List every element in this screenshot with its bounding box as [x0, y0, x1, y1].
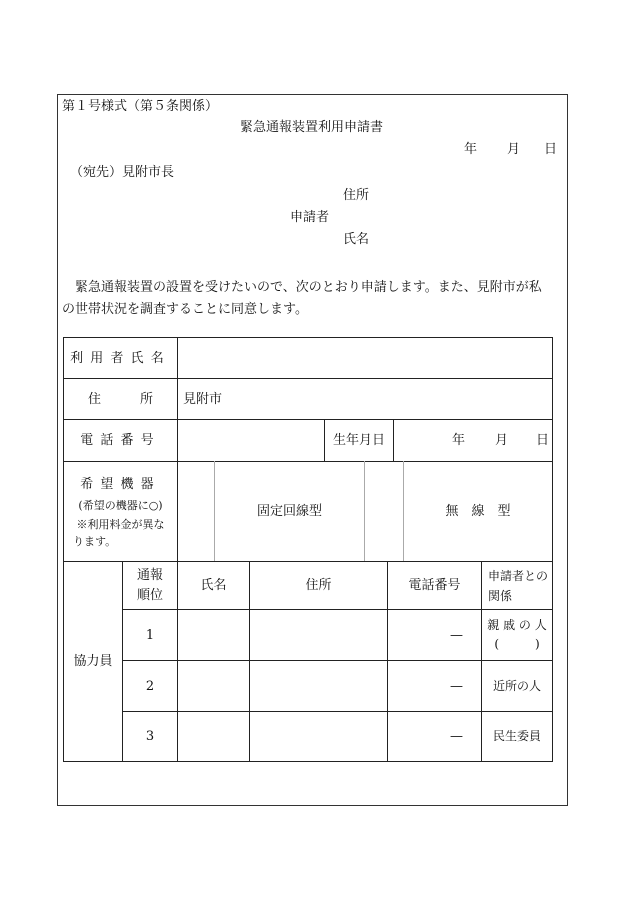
- phone-label: 電話番号: [80, 433, 161, 448]
- cooperators-label: 協力員: [73, 654, 113, 669]
- cooperator-address-2[interactable]: [250, 661, 387, 711]
- form-title: 緊急通報装置利用申請書: [240, 120, 384, 135]
- cooperator-phone-1[interactable]: —: [450, 627, 463, 643]
- table-border-right: [552, 337, 553, 762]
- birth-day: 日: [536, 433, 550, 448]
- col-line: [393, 419, 394, 461]
- order-header-line-1: 通報: [136, 567, 163, 583]
- cooperator-address-3[interactable]: [250, 712, 387, 761]
- user-name-field[interactable]: [178, 338, 552, 378]
- device-label-cell: [64, 462, 177, 561]
- relation-header: [482, 562, 552, 609]
- device-note-3: ります。: [73, 534, 117, 548]
- relation-header-line-1: 申請者との: [488, 568, 549, 583]
- relation-1: [482, 610, 552, 660]
- address-header: 住所: [305, 578, 332, 593]
- fixed-line-option[interactable]: 固定回線型: [256, 504, 322, 519]
- order-1: 1: [145, 627, 155, 643]
- date-day: 日: [544, 142, 558, 157]
- cooperator-phone-2[interactable]: —: [450, 678, 463, 694]
- birth-month: 月: [495, 433, 509, 448]
- cooperator-phone-3[interactable]: —: [450, 729, 463, 744]
- application-statement: [62, 277, 566, 321]
- applicant-label: 申請者: [290, 210, 330, 225]
- date-month: 月: [507, 142, 521, 157]
- birthdate-label: 生年月日: [332, 433, 385, 448]
- phone-header: 電話番号: [408, 578, 461, 593]
- cooperator-name-3[interactable]: [178, 712, 249, 761]
- cooperator-name-2[interactable]: [178, 661, 249, 711]
- fixed-line-check[interactable]: [178, 462, 214, 561]
- applicant-name-label: 氏名: [343, 232, 370, 247]
- user-name-label: 利用者氏名: [70, 350, 171, 366]
- order-3: 3: [145, 729, 155, 744]
- applicant-address-label: 住所: [343, 188, 370, 203]
- device-note-2: ※利用料金が異な: [76, 517, 165, 531]
- date-year: 年: [464, 142, 478, 157]
- device-label: 希望機器: [80, 476, 161, 492]
- name-header: 氏名: [200, 578, 227, 593]
- relation-header-line-2: 関係: [488, 588, 513, 603]
- cooperator-name-1[interactable]: [178, 610, 249, 660]
- order-header-line-2: 順位: [136, 587, 163, 603]
- relation-3: 民生委員: [492, 729, 541, 743]
- wireless-option[interactable]: 無 線 型: [445, 504, 511, 519]
- relation-1-line-2: ( ): [494, 637, 540, 651]
- birth-year: 年: [452, 433, 466, 448]
- relation-1-line-1: 親 戚 の 人: [487, 618, 547, 632]
- order-header: [123, 562, 177, 609]
- wireless-check[interactable]: [365, 462, 403, 561]
- order-2: 2: [145, 678, 155, 694]
- device-note-1: (希望の機器に○): [78, 498, 163, 512]
- addressee: （宛先）見附市長: [70, 165, 175, 180]
- phone-field[interactable]: [178, 420, 324, 461]
- cooperator-address-1[interactable]: [250, 610, 387, 660]
- statement-line-1: 緊急通報装置の設置を受けたいので、次のとおり申請します。また、見附市が私: [62, 280, 542, 295]
- form-number: 第１号様式（第５条関係）: [62, 99, 219, 114]
- address-field[interactable]: 見附市: [183, 391, 223, 407]
- address-label: 住 所: [87, 391, 153, 407]
- table-border-bottom: [63, 761, 553, 762]
- statement-line-2: の世帯状況を調査することに同意します。: [62, 302, 308, 317]
- relation-2: 近所の人: [492, 678, 541, 693]
